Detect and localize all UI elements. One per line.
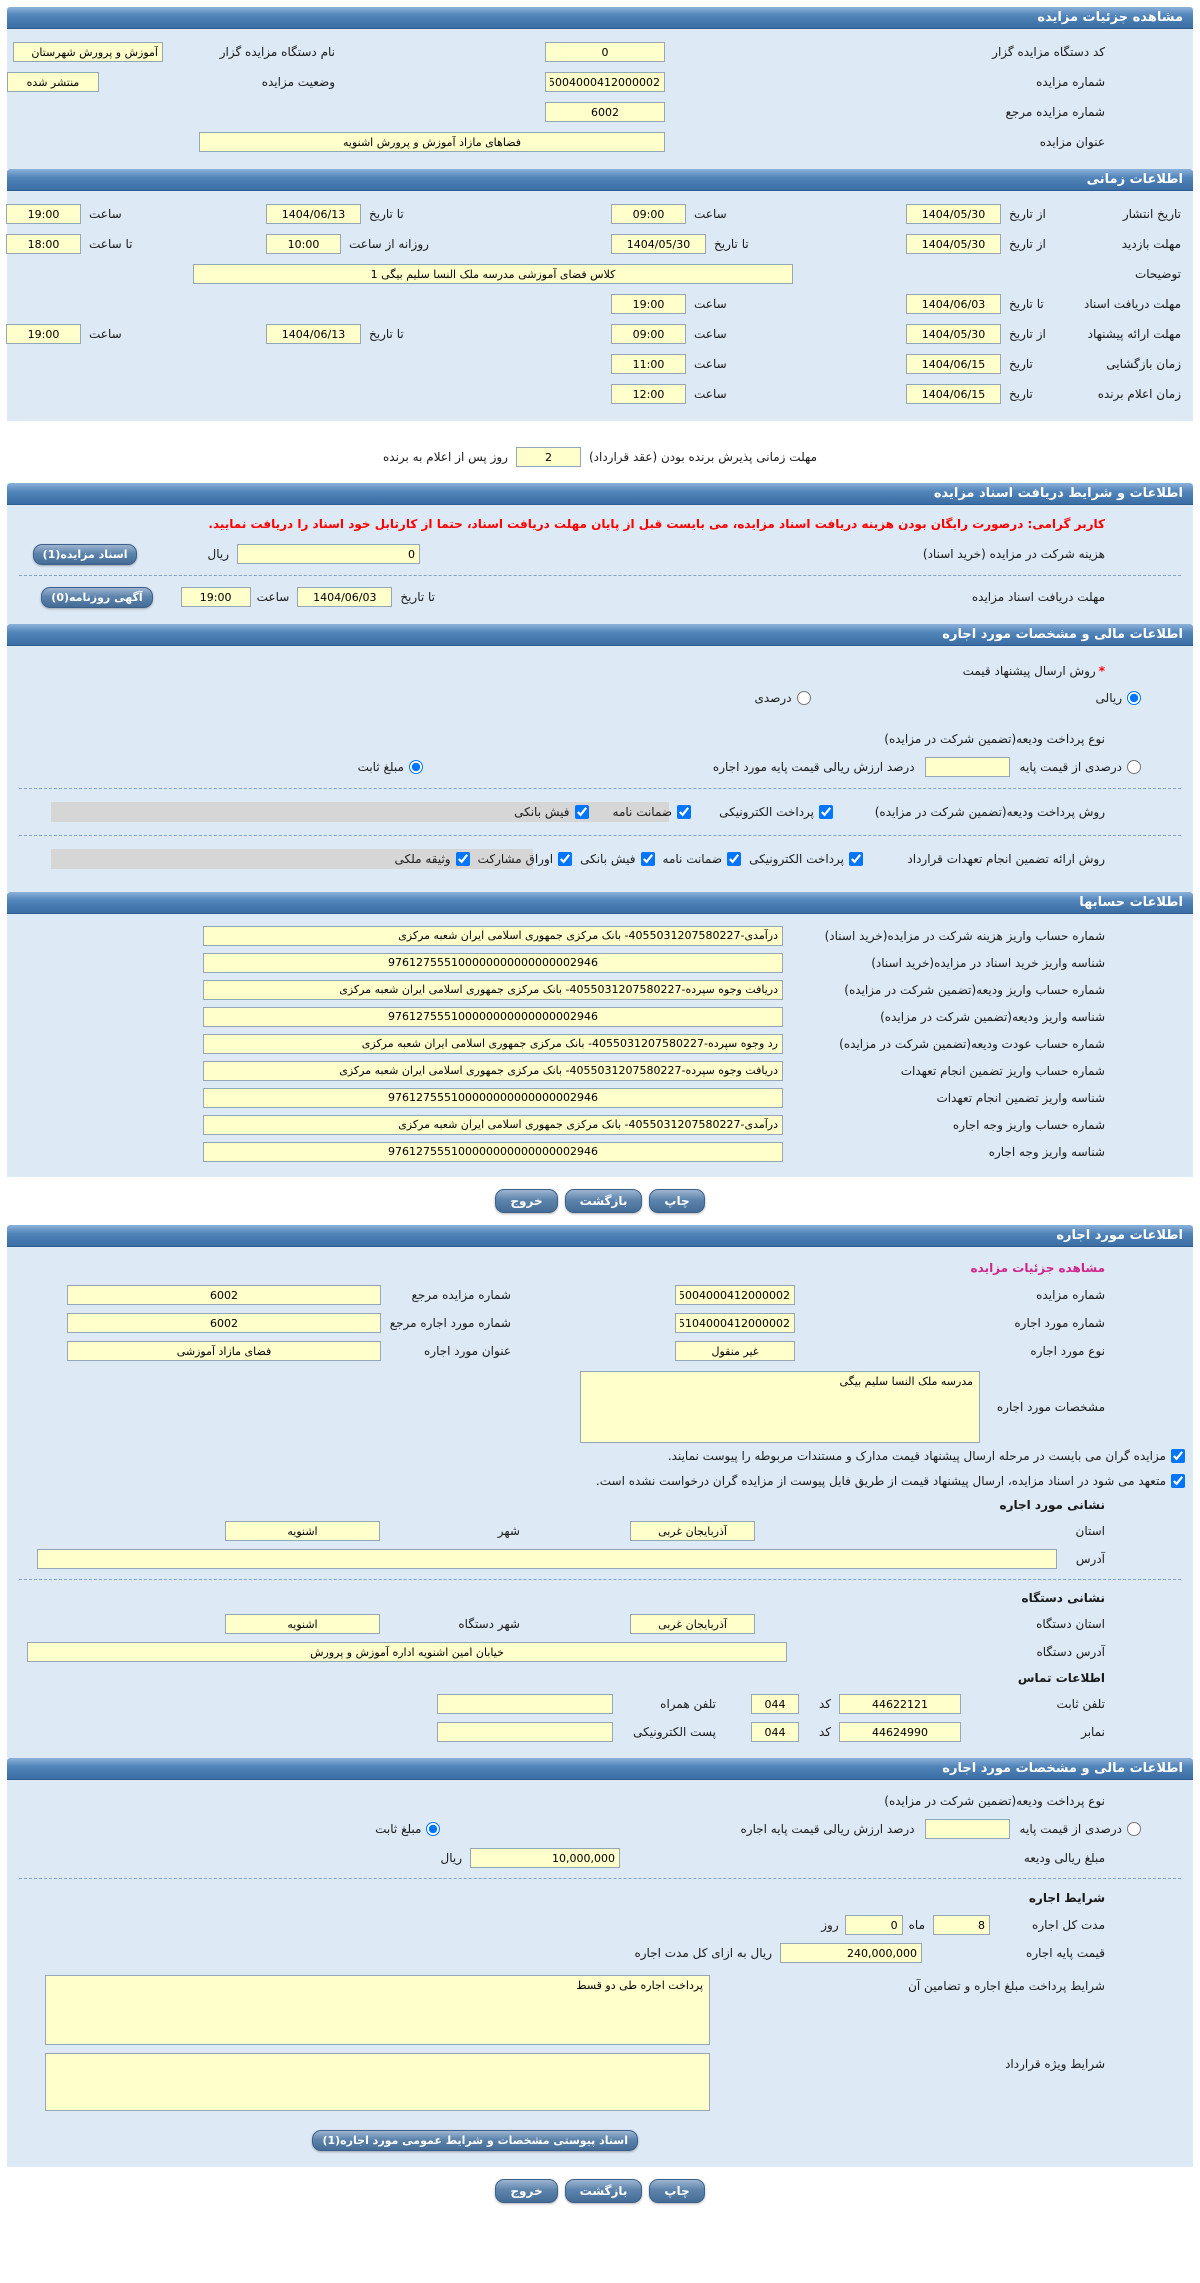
to-date-label: تا تاریخ [714, 237, 749, 251]
docs-deadline-time-field[interactable] [611, 294, 686, 314]
account-label: شناسه واریز تضمین انجام تعهدات [936, 1090, 1105, 1105]
offer-to-time-field[interactable] [6, 324, 81, 344]
to-date-label: تا تاریخ [369, 207, 404, 221]
item-number-field[interactable] [675, 1313, 795, 1333]
from-date-label: از تاریخ [1009, 237, 1046, 251]
ob-collateral-option[interactable] [395, 852, 470, 866]
fixed-amount-option[interactable] [375, 1822, 440, 1836]
visit-from-date-field[interactable] [906, 234, 1001, 254]
docs-deadline-label: مهلت دریافت اسناد [1083, 297, 1181, 311]
newspaper-ad-button[interactable]: آگهی روزنامه(0) [41, 587, 152, 608]
dashed-divider [19, 575, 1181, 576]
auction-title-label: عنوان مزایده [1039, 135, 1105, 149]
deposit-amount-field[interactable] [470, 1848, 620, 1868]
date-label: تاریخ [1009, 357, 1033, 371]
print-button[interactable]: چاپ [649, 2179, 704, 2203]
fixed-amount-radio[interactable] [426, 1822, 440, 1836]
hour-label: ساعت [694, 357, 727, 371]
rial-option[interactable] [1096, 691, 1141, 705]
deposit-type-row [7, 726, 1193, 752]
account-label: شناسه واریز خرید اسناد در مزایده(خرید اسناد) [871, 955, 1105, 970]
account-label: شماره حساب واریز ودیعه(تضمین شرکت در مزایده) [844, 982, 1105, 997]
section-title: اطلاعات مورد اجاره [1056, 1228, 1183, 1243]
offer-to-date-field[interactable] [266, 324, 361, 344]
auction-number-label: شماره مزایده [1036, 1288, 1105, 1302]
docs-fee-label: هزینه شرکت در مزایده (خرید اسناد) [922, 547, 1105, 561]
publish-to-date-field[interactable] [266, 204, 361, 224]
phone-label: تلفن ثابت [1056, 1697, 1105, 1711]
ob-bank-slip-option[interactable] [580, 852, 654, 866]
org-address-row [7, 1638, 1193, 1666]
item-ref-field[interactable] [67, 1313, 381, 1333]
org-address-group-row [7, 1586, 1193, 1610]
acceptance-period-suffix: روز پس از اعلام به برنده [382, 450, 508, 464]
item-title-field[interactable] [67, 1341, 381, 1361]
publish-from-time-field[interactable] [611, 204, 686, 224]
city-label: شهر [497, 1524, 520, 1538]
duration-months-field[interactable] [933, 1915, 990, 1935]
item-type-label: نوع مورد اجاره [1030, 1344, 1105, 1358]
no-file-label: متعهد می شود در اسناد مزایده، ارسال پیشنهاد قیمت از طریق فایل پیوست از مزایده گران درخواست نشده است. [595, 1473, 1166, 1488]
account-row [7, 922, 1193, 949]
auction-status-label: وضعیت مزایده [261, 75, 335, 89]
base-price-row [7, 1939, 1193, 1967]
account-row [7, 949, 1193, 976]
visit-deadline-row [7, 229, 1193, 259]
percent-of-base-field[interactable] [925, 1819, 1010, 1839]
account-label: شماره حساب عودت ودیعه(تضمین شرکت در مزایده) [839, 1036, 1105, 1051]
view-auction-details-link[interactable]: مشاهده جزئیات مزایده [970, 1261, 1105, 1275]
account-row [7, 976, 1193, 1003]
percent-of-base-radio[interactable] [1127, 760, 1141, 774]
winner-acceptance-band [7, 421, 1193, 483]
item-type-row [7, 1337, 1193, 1365]
mobile-field[interactable] [437, 1694, 613, 1714]
item-ref-label: شماره مورد اجاره مرجع [389, 1316, 511, 1330]
hour-label: ساعت [694, 327, 727, 341]
percent-radio[interactable] [797, 691, 811, 705]
price-method-row [7, 658, 1193, 684]
auction-number-row [7, 67, 1193, 97]
org-city-field[interactable] [225, 1614, 380, 1634]
attach-docs-check-row [7, 1443, 1193, 1468]
ob-electronic-option[interactable] [749, 852, 863, 866]
percent-of-base-label: درصدی از قیمت پایه [1019, 1822, 1122, 1836]
city-field[interactable] [225, 1521, 380, 1541]
fixed-amount-label: مبلغ ثابت [375, 1822, 422, 1836]
percent-of-base-option[interactable] [1020, 1822, 1141, 1836]
address-label: آدرس [1075, 1552, 1105, 1566]
action-buttons-band [7, 1177, 1193, 1225]
account-row [7, 1057, 1193, 1084]
org-address-field[interactable] [27, 1642, 787, 1662]
account-label: شناسه واریز وجه اجاره [988, 1144, 1105, 1159]
fax-code-field[interactable] [751, 1722, 799, 1742]
publish-date-label: تاریخ انتشار [1122, 207, 1181, 221]
account-field[interactable] [203, 953, 783, 973]
required-asterisk: * [1098, 664, 1105, 678]
winner-date-field[interactable] [906, 384, 1001, 404]
dashed-divider [19, 1579, 1181, 1580]
auction-ref-row [7, 97, 1193, 127]
deposit-amount-row [7, 1844, 1193, 1872]
docs-receive-deadline-label: مهلت دریافت اسناد مزایده [971, 590, 1105, 604]
percent-option-label: درصدی [754, 691, 792, 705]
auction-number-field[interactable] [545, 72, 665, 92]
dashed-divider [19, 835, 1181, 836]
rental-item-panel [7, 1247, 1193, 1758]
auction-status-field[interactable] [7, 72, 99, 92]
auction-ref-label: شماره مزایده مرجع [1005, 105, 1105, 119]
item-auction-number-row [7, 1281, 1193, 1309]
no-file-checkbox[interactable] [1171, 1474, 1185, 1488]
from-date-label: از تاریخ [1009, 327, 1046, 341]
ob-bonds-checkbox[interactable] [558, 852, 572, 866]
attach-docs-label: مزایده گران می بایست در مرحله ارسال پیشنهاد قیمت مدارک و مستندات مربوطه را پیوست نمایند. [667, 1448, 1166, 1463]
account-row [7, 1138, 1193, 1165]
org-name-label: نام دستگاه مزایده گزار [219, 45, 335, 59]
print-button[interactable]: چاپ [649, 1189, 704, 1213]
org-address-group-label: نشانی دستگاه [1021, 1591, 1105, 1605]
section-title: مشاهده جزئیات مزایده [1037, 10, 1183, 25]
item-spec-label: مشخصات مورد اجاره [996, 1400, 1105, 1414]
section-title: اطلاعات زمانی [1086, 172, 1183, 187]
duration-days-field[interactable] [845, 1915, 903, 1935]
visit-to-date-field[interactable] [611, 234, 706, 254]
account-label: شماره حساب واریز تضمین انجام تعهدات [900, 1063, 1105, 1078]
hour-label: ساعت [89, 207, 122, 221]
section-header-time-info [7, 169, 1193, 191]
section-title: اطلاعات مالی و مشخصات مورد اجاره [942, 627, 1183, 642]
auction-docs-button[interactable]: اسناد مزایده(1) [33, 544, 138, 565]
time-info-panel [7, 191, 1193, 421]
section-header-financial-info [7, 624, 1193, 646]
org-province-city-row [7, 1610, 1193, 1638]
offer-deadline-row [7, 319, 1193, 349]
rial-unit-label: ریال [440, 1851, 462, 1865]
docs-receive-deadline-row [7, 582, 1193, 612]
payment-terms-row [7, 1975, 1193, 2045]
account-row [7, 1030, 1193, 1057]
auction-ref-label: شماره مزایده مرجع [411, 1288, 511, 1302]
account-field[interactable] [203, 1007, 783, 1027]
item-spec-textarea[interactable] [580, 1371, 980, 1443]
org-province-label: استان دستگاه [1036, 1617, 1105, 1631]
item-province-city-row [7, 1517, 1193, 1545]
ob-electronic-label: پرداخت الکترونیکی [749, 852, 844, 866]
dashed-divider [19, 1878, 1181, 1879]
attached-docs-button[interactable]: اسناد پیوستی مشخصات و شرایط عمومی مورد اجاره(1) [312, 2130, 638, 2151]
account-row [7, 1003, 1193, 1030]
email-field[interactable] [437, 1722, 613, 1742]
no-file-option[interactable] [596, 1474, 1185, 1488]
bank-slip-label: فیش بانکی [514, 805, 570, 819]
percent-of-base-radio[interactable] [1127, 1822, 1141, 1836]
section-header-accounts [7, 892, 1193, 914]
fax-label: نمابر [1081, 1725, 1105, 1739]
ob-collateral-checkbox[interactable] [456, 852, 470, 866]
fixed-amount-option[interactable] [358, 760, 423, 774]
account-row [7, 1084, 1193, 1111]
opening-time-row [7, 349, 1193, 379]
month-unit-label: ماه [908, 1918, 925, 1932]
account-field[interactable] [203, 1034, 783, 1054]
bank-slip-checkbox[interactable] [575, 805, 589, 819]
item-address-row [7, 1545, 1193, 1573]
attachments-row [7, 2125, 1193, 2155]
section-header-rental-financial [7, 1758, 1193, 1780]
opening-time-label: زمان بازگشایی [1106, 357, 1181, 371]
special-terms-textarea[interactable] [45, 2053, 710, 2111]
exit-button[interactable]: خروج [495, 2179, 557, 2203]
deposit-amount-label: مبلغ ریالی ودیعه [1023, 1851, 1105, 1865]
account-label: شماره حساب واریز هزینه شرکت در مزایده(خرید اسناد) [824, 928, 1105, 943]
item-address-group-label: نشانی مورد اجاره [999, 1498, 1105, 1512]
org-name-field[interactable] [13, 42, 163, 62]
deposit-pay-method-row [7, 795, 1193, 829]
docs-fee-row [7, 539, 1193, 569]
rial-radio[interactable] [1127, 691, 1141, 705]
docs-deadline-date-field[interactable] [906, 294, 1001, 314]
percent-of-base-field[interactable] [925, 757, 1010, 777]
percent-of-base-option[interactable] [1020, 760, 1141, 774]
description-label: توضیحات [1134, 267, 1181, 281]
to-date-label: تا تاریخ [400, 590, 435, 604]
payment-terms-label: شرایط پرداخت مبلغ اجاره و تضامین آن [908, 1979, 1105, 1993]
offer-from-time-field[interactable] [611, 324, 686, 344]
price-method-options-row [7, 684, 1193, 712]
percent-of-base-label: درصدی از قیمت پایه [1019, 760, 1122, 774]
hour-label: ساعت [694, 207, 727, 221]
visit-deadline-label: مهلت بازدید [1121, 237, 1181, 251]
day-unit-label: روز [821, 1918, 839, 1932]
percent-option[interactable] [755, 691, 811, 705]
item-spec-row [7, 1371, 1193, 1443]
auction-number-field[interactable] [675, 1285, 795, 1305]
section-title: اطلاعات حسابها [1079, 895, 1183, 910]
device-code-row [7, 37, 1193, 67]
guarantee-letter-option[interactable] [613, 805, 692, 819]
daily-from-hour-label: روزانه از ساعت [349, 237, 429, 251]
rental-duration-row [7, 1911, 1193, 1939]
no-file-check-row [7, 1468, 1193, 1493]
rental-financial-panel [7, 1780, 1193, 2167]
winner-time-field[interactable] [611, 384, 686, 404]
account-field[interactable] [203, 980, 783, 1000]
section-title: اطلاعات مالی و مشخصات مورد اجاره [942, 1761, 1183, 1776]
item-number-row [7, 1309, 1193, 1337]
auction-number-label: شماره مزایده [1036, 75, 1105, 89]
base-price-label: قیمت پایه اجاره [1026, 1946, 1105, 1960]
section-header-docs-terms [7, 483, 1193, 505]
auction-title-row [7, 127, 1193, 157]
ob-collateral-label: وثیقه ملکی [394, 852, 451, 866]
rial-unit-label: ریال [207, 547, 229, 561]
item-type-field[interactable] [675, 1341, 795, 1361]
special-terms-label: شرایط ویژه قرارداد [1005, 2057, 1105, 2071]
account-row [7, 1111, 1193, 1138]
contact-group-row [7, 1666, 1193, 1690]
electronic-payment-checkbox[interactable] [819, 805, 833, 819]
account-field[interactable] [203, 1061, 783, 1081]
visit-from-time-field[interactable] [266, 234, 341, 254]
province-label: استان [1075, 1524, 1105, 1538]
financial-info-panel [7, 646, 1193, 892]
winner-announce-label: زمان اعلام برنده [1097, 387, 1181, 401]
fixed-amount-radio[interactable] [409, 760, 423, 774]
deposit-type-options-row [7, 1814, 1193, 1844]
phone-row [7, 1690, 1193, 1718]
account-label: شناسه واریز ودیعه(تضمین شرکت در مزایده) [880, 1009, 1105, 1024]
acceptance-days-field[interactable] [516, 447, 581, 467]
offer-from-date-field[interactable] [906, 324, 1001, 344]
until-hour-label: تا ساعت [89, 237, 133, 251]
attach-docs-option[interactable] [668, 1449, 1185, 1463]
obligation-guarantee-label: روش ارائه تضمین انجام تعهدات قرارداد [907, 852, 1105, 866]
guarantee-letter-checkbox[interactable] [677, 805, 691, 819]
rental-terms-heading: شرایط اجاره [1028, 1891, 1105, 1905]
winner-announce-row [7, 379, 1193, 409]
rental-duration-label: مدت کل اجاره [1032, 1918, 1105, 1932]
electronic-payment-label: پرداخت الکترونیکی [719, 805, 814, 819]
ob-guarantee-checkbox[interactable] [727, 852, 741, 866]
dashed-divider [19, 788, 1181, 789]
deposit-type-row [7, 1788, 1193, 1814]
free-docs-warning: کاربر گرامی: درصورت رایگان بودن هزینه دریافت اسناد مزایده، می بایست قبل از پایان مهلت دریافت اسناد، حتما از کارتابل خود اسناد را دریافت نمایید. [208, 517, 1105, 531]
payment-terms-textarea[interactable] [45, 1975, 710, 2045]
device-code-field[interactable] [545, 42, 665, 62]
hour-label: ساعت [256, 590, 290, 604]
contact-group-label: اطلاعات تماس [1017, 1671, 1105, 1685]
from-date-label: از تاریخ [1009, 207, 1046, 221]
auction-ref-field[interactable] [67, 1285, 381, 1305]
percent-of-base-suffix: درصد ارزش ریالی قیمت پایه مورد اجاره [712, 760, 915, 774]
docs-receive-date-field[interactable] [297, 587, 392, 607]
offer-deadline-label: مهلت ارائه پیشنهاد [1087, 327, 1181, 341]
mobile-label: تلفن همراه [660, 1697, 716, 1711]
obligation-guarantee-row [7, 842, 1193, 876]
item-title-label: عنوان مورد اجاره [423, 1344, 511, 1358]
org-address-label: آدرس دستگاه [1036, 1645, 1105, 1659]
action-buttons-band [7, 2167, 1193, 2215]
auction-title-field[interactable] [199, 132, 665, 152]
hour-label: ساعت [694, 297, 727, 311]
ob-bank-slip-checkbox[interactable] [641, 852, 655, 866]
special-terms-row [7, 2053, 1193, 2111]
hour-label: ساعت [694, 387, 727, 401]
phone-code-field[interactable] [751, 1694, 799, 1714]
account-field[interactable] [203, 926, 783, 946]
rental-terms-heading-row [7, 1885, 1193, 1911]
to-date-label: تا تاریخ [1009, 297, 1044, 311]
email-label: پست الکترونیکی [633, 1725, 716, 1739]
ob-electronic-checkbox[interactable] [849, 852, 863, 866]
to-date-label: تا تاریخ [369, 327, 404, 341]
back-button[interactable]: بازگشت [565, 2179, 643, 2203]
guarantee-letter-label: ضمانت نامه [612, 805, 673, 819]
phone-field[interactable] [839, 1694, 961, 1714]
publish-date-row [7, 199, 1193, 229]
ob-bonds-option[interactable] [478, 852, 572, 866]
auction-ref-field[interactable] [545, 102, 665, 122]
docs-terms-panel [7, 505, 1193, 624]
opening-date-field[interactable] [906, 354, 1001, 374]
org-province-field[interactable] [630, 1614, 755, 1634]
auction-details-panel [7, 29, 1193, 169]
opening-time-field[interactable] [611, 354, 686, 374]
area-code-label: کد [818, 1725, 831, 1739]
account-label: شماره حساب واریز وجه اجاره [952, 1117, 1105, 1132]
base-price-suffix: ریال به ازای کل مدت اجاره [634, 1946, 772, 1960]
ob-guarantee-option[interactable] [663, 852, 742, 866]
description-field[interactable] [193, 264, 793, 284]
bank-slip-option[interactable] [514, 805, 588, 819]
rial-option-label: ریالی [1095, 691, 1122, 705]
attach-docs-checkbox[interactable] [1171, 1449, 1185, 1463]
accounts-panel [7, 914, 1193, 1177]
price-method-label: روش ارسال پیشنهاد قیمت [962, 664, 1096, 678]
area-code-label: کد [818, 1697, 831, 1711]
deposit-type-label: نوع پرداخت ودیعه(تضمین شرکت در مزایده) [884, 732, 1105, 746]
back-button[interactable]: بازگشت [565, 1189, 643, 1213]
section-header-rental-item [7, 1225, 1193, 1247]
view-details-row [7, 1255, 1193, 1281]
org-city-label: شهر دستگاه [458, 1617, 520, 1631]
description-row [7, 259, 1193, 289]
docs-deadline-row [7, 289, 1193, 319]
ob-bonds-label: اوراق مشارکت [477, 852, 554, 866]
device-code-label: کد دستگاه مزایده گزار [992, 45, 1105, 59]
account-field[interactable] [203, 1142, 783, 1162]
date-label: تاریخ [1009, 387, 1033, 401]
item-number-label: شماره مورد اجاره [1014, 1316, 1105, 1330]
ob-bank-slip-label: فیش بانکی [580, 852, 636, 866]
publish-from-date-field[interactable] [906, 204, 1001, 224]
section-header-auction-details [7, 7, 1193, 29]
province-field[interactable] [630, 1521, 755, 1541]
visit-to-time-field[interactable] [6, 234, 81, 254]
base-price-field[interactable] [780, 1943, 922, 1963]
fixed-amount-label: مبلغ ثابت [357, 760, 404, 774]
docs-receive-time-field[interactable] [181, 587, 251, 607]
acceptance-period-label: مهلت زمانی پذیرش برنده بودن (عقد قرارداد) [588, 450, 818, 464]
ob-guarantee-label: ضمانت نامه [662, 852, 723, 866]
fax-field[interactable] [839, 1722, 961, 1742]
fax-row [7, 1718, 1193, 1746]
account-field[interactable] [203, 1088, 783, 1108]
publish-to-time-field[interactable] [6, 204, 81, 224]
deposit-pay-method-label: روش پرداخت ودیعه(تضمین شرکت در مزایده) [874, 805, 1105, 819]
exit-button[interactable]: خروج [495, 1189, 557, 1213]
docs-fee-field[interactable] [237, 544, 420, 564]
electronic-payment-option[interactable] [719, 805, 833, 819]
deposit-type-label: نوع پرداخت ودیعه(تضمین شرکت در مزایده) [884, 1794, 1105, 1808]
account-field[interactable] [203, 1115, 783, 1135]
section-title: اطلاعات و شرایط دریافت اسناد مزایده [933, 486, 1183, 501]
item-address-group-row [7, 1493, 1193, 1517]
address-field[interactable] [37, 1549, 1057, 1569]
percent-of-base-suffix: درصد ارزش ریالی قیمت پایه اجاره [740, 1822, 915, 1836]
deposit-type-options-row [7, 752, 1193, 782]
hour-label: ساعت [89, 327, 122, 341]
